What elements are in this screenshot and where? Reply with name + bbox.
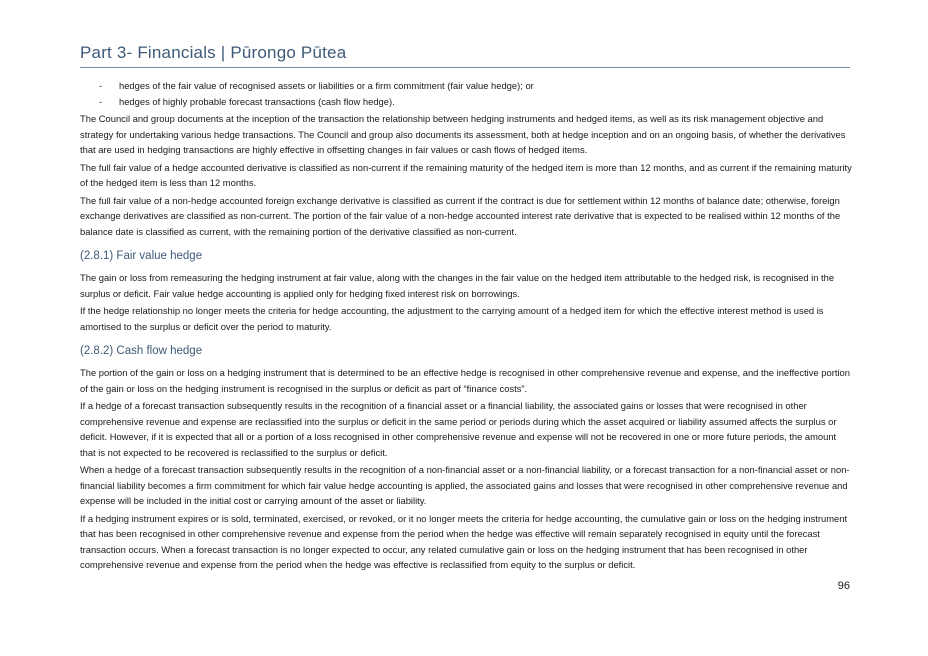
paragraph: When a hedge of a forecast transaction subsequently results in the recognition of a non-financial asset or a non-financial liability, or a forecast transaction for a non-financial asset or non-financial liability becomes a firm commitment for which fair value hedge accounting is applied, the associated gains and losses that were recognised in other comprehensive revenue and expense will be included in the initial cost or carrying amount of the asset or liability. xyxy=(80,464,850,506)
section-heading-cash-flow-hedge: (2.8.2) Cash flow hedge xyxy=(80,345,203,357)
bullet-dash: - xyxy=(99,80,103,91)
page-title: Part 3- Financials | Pūrongo Pūtea xyxy=(80,43,347,62)
bullet-item xyxy=(80,94,854,110)
paragraph: The full fair value of a non-hedge accounted foreign exchange derivative is classified as current if the contract is due for settlement within 12 months of balance date; otherwise, foreign exchange derivatives are classified as non-current. The portion of the fair value of a non-hedge accounted interest rate derivative that is expected to be realised within 12 months of the balance date is classified as current, with the remaining portion of the derivative classified as non-current. xyxy=(80,194,841,237)
bullet-text: hedges of highly probable forecast transactions (cash flow hedge). xyxy=(119,95,395,107)
bullet-text: hedges of the fair value of recognised assets or liabilities or a firm commitment (fair value hedge); or xyxy=(119,80,534,91)
document-body xyxy=(80,78,854,575)
section-heading-fair-value-hedge: (2.8.1) Fair value hedge xyxy=(80,250,203,262)
paragraph: The Council and group documents at the inception of the transaction the relationship between hedging instruments and hedged items, as well as its risk management objective and strategy for undertaking various hedge transactions. The Council and group also documents its assessment, both at hedge inception and on an ongoing basis, of whether the derivatives that are used in hedging transactions are highly effective in offsetting changes in fair values or cash flows of hedged items. xyxy=(80,113,846,155)
page-number: 96 xyxy=(837,580,850,592)
title-divider xyxy=(80,67,850,68)
paragraph: If the hedge relationship no longer meets the criteria for hedge accounting, the adjustment to the carrying amount of a hedged item for which the effective interest method is used is amortised to the surplus or deficit over the period to maturity. xyxy=(80,305,824,332)
paragraph: If a hedge of a forecast transaction subsequently results in the recognition of a financial asset or a financial liability, the associated gains or losses that were recognised in other comprehensive revenue and expense are reclassified into the surplus or deficit in the same period or periods during which the asset acquired or liability assumed affects the surplus or deficit. However, if it is expected that all or a portion of a loss recognised in other comprehensive revenue and expense will not be recovered in one or more future periods, the amount that is not expected to be recovered is reclassified to the surplus or deficit. xyxy=(80,400,837,458)
bullet-dash: - xyxy=(99,95,103,107)
paragraph: The gain or loss from remeasuring the hedging instrument at fair value, along with the changes in the fair value on the hedged item attributable to the hedged risk, is recognised in the surplus or deficit. Fair value hedge accounting is applied only for hedging fixed interest risk on borrowings. xyxy=(80,272,835,299)
paragraph: The full fair value of a hedge accounted derivative is classified as non-current if the remaining maturity of the hedged item is more than 12 months, and as current if the remaining maturity of the hedged item is less than 12 months. xyxy=(80,161,852,188)
paragraph: The portion of the gain or loss on a hedging instrument that is determined to be an effective hedge is recognised in other comprehensive revenue and expense, and the ineffective portion of the gain or loss on the hedging instrument is recognised in the surplus or deficit as part of “finance costs”. xyxy=(80,367,850,394)
bullet-item xyxy=(80,78,854,94)
paragraph: If a hedging instrument expires or is sold, terminated, exercised, or revoked, or it no longer meets the criteria for hedge accounting, the cumulative gain or loss on the hedging instrument that has been recognised in other comprehensive revenue and expense from the period when the hedge was effective will remain separately recognised in equity until the forecast transaction occurs. When a forecast transaction is no longer expected to occur, any related cumulative gain or loss on the hedging instrument that has been recognised in other comprehensive revenue and expense from the period when the hedge was effective is reclassified from equity to the surplus or deficit. xyxy=(80,512,848,570)
